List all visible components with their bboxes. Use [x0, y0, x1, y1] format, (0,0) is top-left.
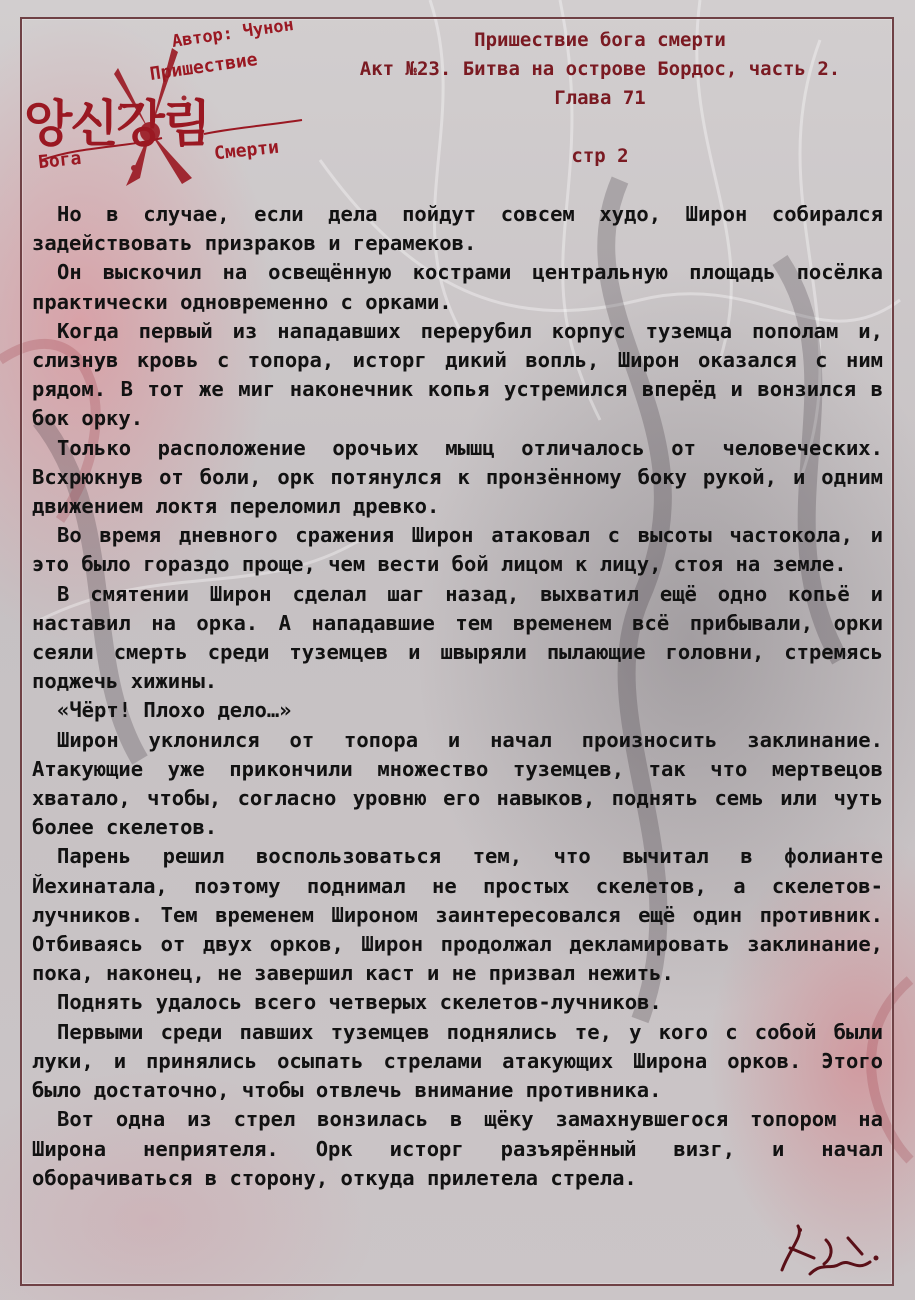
paragraph: Когда первый из нападавших перерубил корпус туземца пополам и, слизнув кровь с топора, исторг дикий вопль, Широн оказался с ним рядом. В тот же миг наконечник копья устремился вперёд и вонзился в бок орку. — [32, 318, 883, 431]
logo-bottom-right-word: Смерти — [213, 136, 280, 165]
paragraph: «Чёрт! Плохо дело…» — [57, 698, 292, 723]
brush-signature-icon — [770, 1218, 890, 1286]
paragraph: Но в случае, если дела пойдут совсем худо, Широн собирался задействовать призраков и герамеков. — [32, 202, 883, 256]
chapter-header — [320, 26, 880, 171]
paragraph: Поднять удалось всего четверых скелетов-лучников. — [57, 990, 662, 1015]
logo-title-word: Пришествие — [148, 49, 259, 85]
chapter-number: Глава 71 — [554, 87, 646, 109]
paragraph: Парень решил воспользоваться тем, что вычитал в фолианте Йехинатала, поэтому поднимал не простых скелетов, а скелетов-лучников. Тем временем Широном заинтересовался ещё один противник. Отбиваясь от двух орков, Широн продолжал декламировать заклинание, пока, наконец, не завершил каст и не призвал нежить. — [32, 844, 883, 986]
paragraph: В смятении Широн сделал шаг назад, выхватил ещё одно копьё и наставил на орка. А нападавшие тем временем всё прибывали, орки сеяли смерть среди туземцев и швыряли пылающие головни, стремясь поджечь хижины. — [32, 581, 883, 694]
paragraph: Широн уклонился от топора и начал произносить заклинание. Атакующие уже прикончили множество туземцев, так что мертвецов хватало, чтобы, согласно уровню его навыков, поднять семь или чуть более скелетов. — [32, 727, 883, 840]
paragraph: Во время дневного сражения Широн атаковал с высоты частокола, и это было гораздо проще, чем вести бой лицом к лицу, стоя на земле. — [32, 523, 883, 577]
logo-bottom-left-word: Бога — [37, 147, 83, 174]
page-number: стр 2 — [571, 145, 629, 167]
series-logo — [22, 15, 312, 188]
paragraph: Только расположение орочьих мышц отличалось от человеческих. Всхрюкнув от боли, орк потянулся к пронзённому боку рукой, и одним движением локтя переломил древко. — [32, 435, 883, 519]
paragraph: Вот одна из стрел вонзилась в щёку замахнувшегося топором на Широна неприятеля. Орк исторг разъярённый визг, и начал оборачиваться в сторону, откуда прилетела стрела. — [32, 1107, 883, 1190]
translator-signature — [770, 1218, 890, 1286]
book-title: Пришествие бога смерти — [474, 29, 726, 51]
paragraph: Он выскочил на освещённую кострами центральную площадь посёлка практически одновременно с орками. — [32, 260, 883, 314]
paragraph: Первыми среди павших туземцев поднялись те, у кого с собой были луки, и принялись осыпать стрелами атакующих Широна орков. Этого было достаточно, чтобы отвлечь внимание противника. — [32, 1019, 883, 1103]
story-text — [32, 200, 883, 1193]
logo-hangul-title: 앙신강림 — [24, 95, 210, 153]
act-title: Акт №23. Битва на острове Бордос, часть 2. — [359, 58, 841, 80]
logo-author: Автор: Чунон — [170, 15, 296, 52]
